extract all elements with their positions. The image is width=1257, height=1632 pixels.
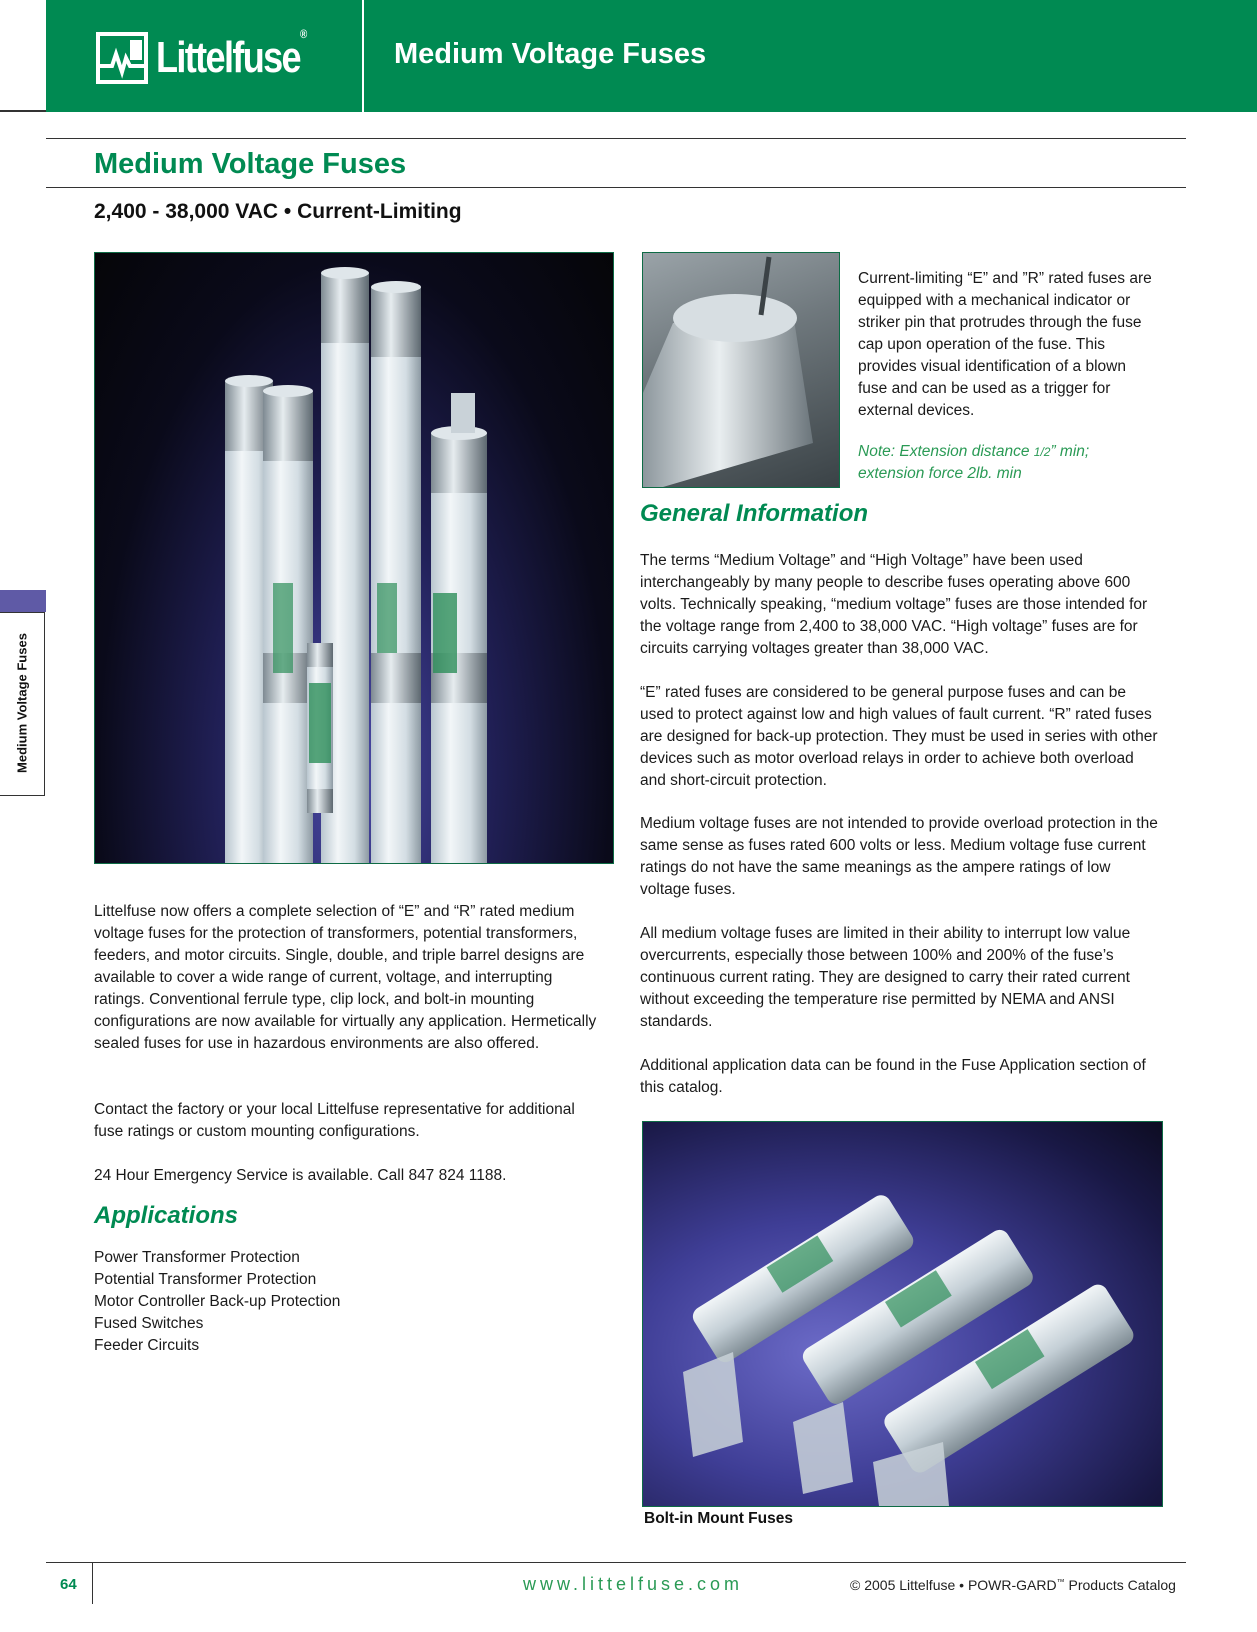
list-item: Motor Controller Back-up Protection <box>94 1293 341 1310</box>
general-info-p4: All medium voltage fuses are limited in their ability to interrupt low value overcurrents, especially those between 100% and 200% of the fuse’s continuous current rating. They are designed to carry their rated current without exceeding the temperature rise permitted by NEMA and ANSI standards. <box>640 925 1131 1030</box>
title-bottom-rule <box>46 187 1186 188</box>
header-left-rule <box>0 110 46 112</box>
list-item: Fused Switches <box>94 1315 204 1332</box>
extension-note: Note: Extension distance 1/2” min; extension force 2lb. min <box>858 443 1090 482</box>
general-info-p2: “E” rated fuses are considered to be general purpose fuses and can be used to protect against low and high values of fault current. “R” rated fuses are designed for back-up protection. They must be used in series with other devices such as motor overload relays in order to achieve both overload and short-circuit protection. <box>640 684 1158 789</box>
general-info-p5: Additional application data can be found in the Fuse Application section of this catalog. <box>640 1057 1146 1096</box>
list-item: Feeder Circuits <box>94 1337 200 1354</box>
applications-heading: Applications <box>94 1202 239 1229</box>
header-bar <box>46 0 1257 112</box>
page-subtitle: 2,400 - 38,000 VAC • Current-Limiting <box>94 200 462 223</box>
littelfuse-logo-icon <box>96 32 148 84</box>
general-info-heading: General Information <box>640 500 869 527</box>
littelfuse-logo[interactable] <box>96 27 338 86</box>
website-link[interactable]: www.littelfuse.com <box>523 1574 744 1594</box>
contact-paragraph: Contact the factory or your local Littelfuse representative for additional fuse ratings or custom mounting configurations. <box>94 1101 575 1140</box>
copyright-notice: © 2005 Littelfuse • POWR-GARD™ Products Catalog <box>850 1577 1176 1593</box>
intro-paragraph: Littelfuse now offers a complete selection of “E” and “R” rated medium voltage fuses for the protection of transformers, potential transformers, feeders, and motor circuits. Single, double, and triple barrel designs are available to cover a wide range of current, voltage, and interrupting ratings. Conventional ferrule type, clip lock, and bolt-in mounting configurations are now available for virtually any application. Hermetically sealed fuses for use in hazardous environments are also offered. <box>94 903 597 1052</box>
title-top-rule <box>46 138 1186 139</box>
fuses-illustration <box>95 253 613 863</box>
applications-list <box>94 1247 340 1357</box>
list-item: Power Transformer Protection <box>94 1249 300 1266</box>
bolt-in-caption: Bolt-in Mount Fuses <box>644 1510 793 1527</box>
note-fraction: 1/2 <box>1033 445 1051 459</box>
footer-rule <box>46 1562 1186 1563</box>
striker-pin-illustration <box>643 253 839 487</box>
emergency-service-paragraph: 24 Hour Emergency Service is available. Call 847 824 1188. <box>94 1167 507 1184</box>
page-title: Medium Voltage Fuses <box>94 148 407 180</box>
list-item: Potential Transformer Protection <box>94 1271 317 1288</box>
general-info-p1: The terms “Medium Voltage” and “High Voltage” have been used interchangeably by many people to describe fuses operating above 600 volts. Technically speaking, “medium voltage” fuses are those intended for the voltage range from 2,400 to 38,000 VAC. “High voltage” fuses are for circuits carrying voltages greater than 38,000 VAC. <box>640 552 1148 657</box>
header-title: Medium Voltage Fuses <box>394 38 707 70</box>
footer-divider <box>92 1562 93 1604</box>
bolt-in-fuses-photo <box>642 1121 1163 1507</box>
indicator-description: Current-limiting “E” and ”R” rated fuses are equipped with a mechanical indicator or striker pin that protrudes through the fuse cap upon operation of the fuse. This provides visual identification of a blown fuse and can be used as a trigger for external devices. <box>858 270 1152 419</box>
side-tab-accent <box>0 590 46 612</box>
header-divider <box>362 0 364 112</box>
logo-wordmark: Littelfuse® <box>156 27 306 82</box>
bolt-in-fuses-illustration <box>643 1122 1162 1506</box>
general-info-p3: Medium voltage fuses are not intended to provide overload protection in the same sense as fuses rated 600 volts or less. Medium voltage fuse current ratings do not have the same meanings as the ampere ratings of low voltage fuses. <box>640 815 1158 898</box>
side-tab-label: Medium Voltage Fuses <box>14 633 30 773</box>
striker-pin-photo <box>642 252 840 488</box>
fuses-product-photo <box>94 252 614 864</box>
page-number: 64 <box>60 1576 77 1593</box>
